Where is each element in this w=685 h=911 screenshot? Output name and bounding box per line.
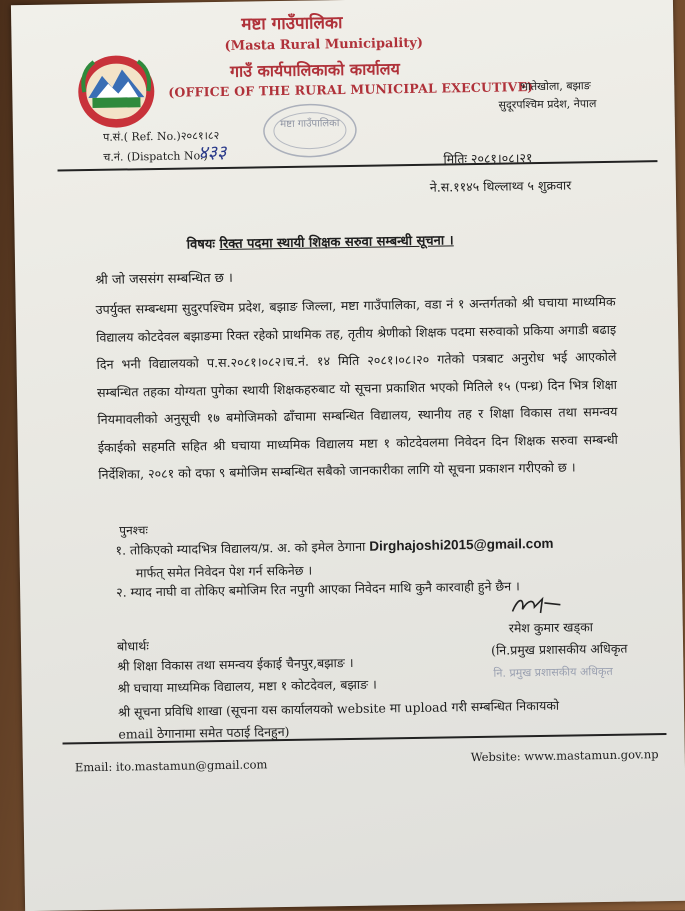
office-name-english: (OFFICE OF THE RURAL MUNICIPAL EXECUTIVE) [168, 79, 534, 100]
cc-label: बोधार्थः [116, 638, 149, 654]
office-stamp-text: मष्टा गाउँपालिका [280, 118, 340, 131]
cc-recipient-2: श्री घचाया माध्यमिक विद्यालय, मष्टा १ कोटदेवल, बझाङ । [117, 676, 377, 696]
postscript-item-2: २. म्याद नाघी वा तोकिए बमोजिम रित नपुगी आएका निवेदन माथि कुनै कारवाही हुने छैन । [116, 578, 520, 600]
office-stamp [244, 100, 375, 162]
letter-page [11, 0, 685, 911]
postscript-item-1-continued: मार्फत् समेत निवेदन पेश गर्न सकिनेछ । [135, 562, 313, 581]
subject-prefix: विषयः [186, 237, 216, 253]
dispatch-label: च.नं. (Dispatch No.) [103, 149, 208, 164]
address-line-1: भातेखोला, बझाङ [520, 79, 591, 94]
postscript-label: पुनश्चः [119, 523, 148, 538]
date-nepal-sambat: ने.स.११४५ थिल्लाथ्व ५ शुक्रवार [429, 177, 572, 195]
cc-recipient-3: श्री सूचना प्रविधि शाखा (सूचना यस कार्यालयको website मा upload गरी सम्बन्धित निकायको [117, 697, 560, 720]
government-emblem-icon [74, 51, 159, 132]
signatory-title: (नि.प्रमुख प्रशासकीय अधिकृत [490, 640, 628, 658]
signatory-stamp: नि. प्रमुख प्रशासकीय अधिकृत [493, 664, 613, 680]
cc-recipient-3-continued: email ठेगानामा समेत पठाई दिनहुन) [118, 723, 290, 742]
dispatch-number: ४३३ [198, 141, 227, 164]
salutation: श्री जो जससंग सम्बन्धित छ । [95, 270, 234, 288]
cc-recipient-1: श्री शिक्षा विकास तथा समन्वय ईकाई चैनपुर,बझाङ । [117, 654, 354, 674]
reference-number: प.सं.( Ref. No.)२०८१।८२ [102, 128, 220, 144]
subject-line [187, 230, 454, 252]
subject-text: रिक्त पदमा स्थायी शिक्षक सरुवा सम्बन्धी सूचना । [219, 233, 454, 253]
office-name-nepali: गाउँ कार्यपालिकाको कार्यालय [229, 59, 400, 81]
footer-email: Email: ito.mastamun@gmail.com [74, 757, 268, 775]
notice-body: उपर्युक्त सम्बन्धमा सुदुरपश्चिम प्रदेश, बझाङ जिल्ला, मष्टा गाउँपालिका, वडा नं १ अन्तर्गतको श्री घचाया माध्यमिक विद्यालय कोटदेवल बझाङमा रिक्त रहेको प्राथमिक तह, तृतीय श्रेणीको शिक्षक पदमा सरुवाको प्रकिया अगाडी बढाइ दिन भनी विद्यालयको प.स.२०८१।०८२।च.नं. १४ मिति २०८१।०८।२० गतेको पत्रबाट अनुरोध भई आएकोले सम्बन्धित तहका योग्यता पुगेका स्थायी शिक्षकहरुबाट यो सूचना प्रकाशित भएको मितिले १५ (पन्ध्र) दिन भित्र शिक्षा नियमावलीको अनुसूची १७ बमोजिमको ढाँचामा सम्बन्धित विद्यालय, स्थानीय तह र शिक्षा विकास तथा समन्वय ईकाईको सहमति सहित श्री घचाया माध्यमिक विद्यालय मष्टा १ कोटदेवलमा निवेदन दिन शिक्षक सरुवा सम्बन्धी निर्देशिका, २०८१ को दफा ९ बमोजिम सम्बन्धित सबैको जानकारीका लागि यो सूचना प्रकाशन गरीएको छ । [95, 293, 618, 482]
address-line-2: सुदूरपश्चिम प्रदेश, नेपाल [498, 97, 597, 112]
date-nepali: मितिः २०८१।०८।२१ [443, 150, 533, 167]
handwritten-signature [508, 593, 564, 618]
signatory-name: रमेश कुमार खड्का [508, 619, 594, 636]
school-email: Dirghajoshi2015@gmail.com [369, 535, 554, 554]
footer-website: Website: www.mastamun.gov.np [470, 747, 659, 765]
org-name-nepali: मष्टा गाउँपालिका [241, 13, 343, 35]
org-name-english: (Masta Rural Municipality) [224, 35, 424, 54]
postscript-item-1-text: १. तोकिएको म्यादभित्र विद्यालय/प्र. अ. को इमेल ठेगाना [115, 538, 366, 558]
postscript-item-1 [115, 534, 635, 559]
